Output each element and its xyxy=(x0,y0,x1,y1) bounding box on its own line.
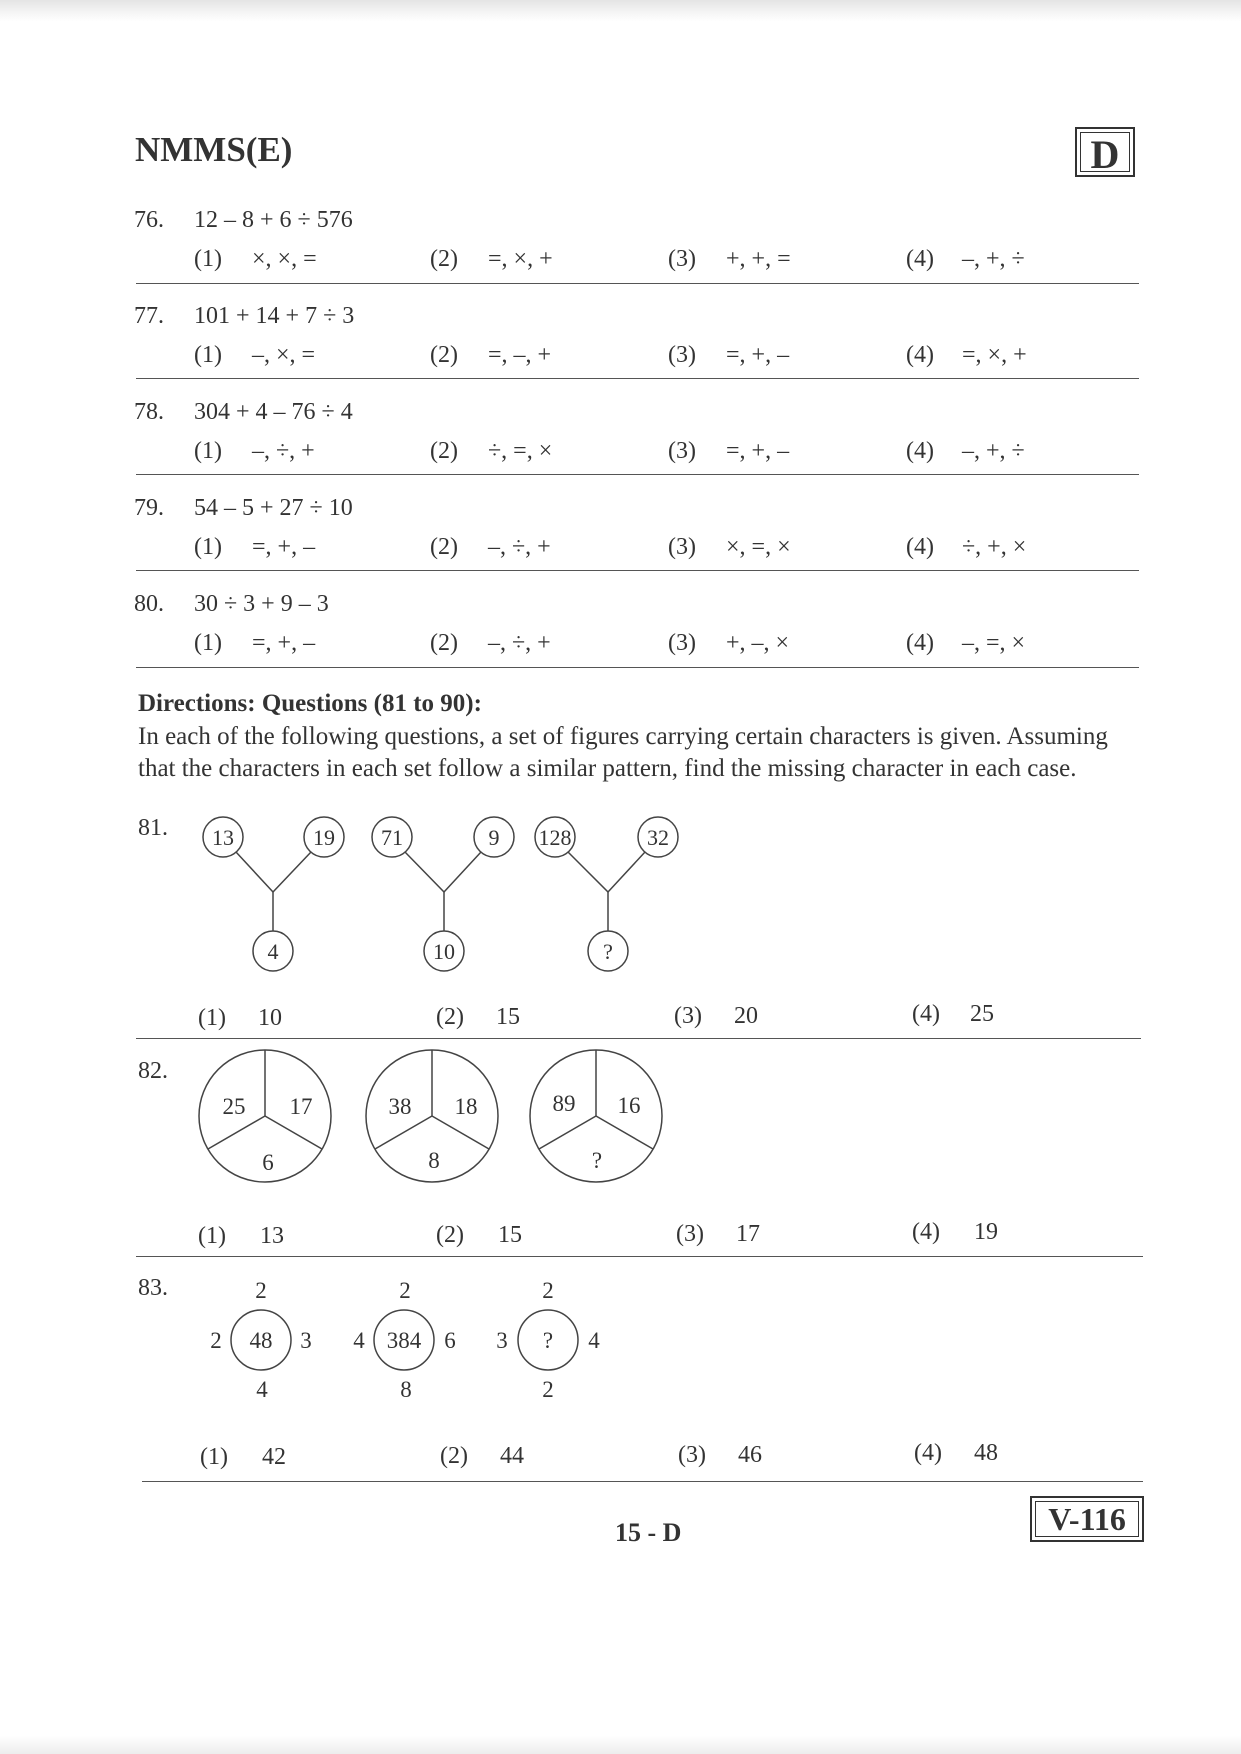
q82-option-4-value: 19 xyxy=(974,1219,998,1245)
q83-option-2-value: 44 xyxy=(500,1443,524,1469)
q80-option-1-value: =, +, – xyxy=(252,630,316,656)
q83-fig-1-left: 2 xyxy=(210,1328,222,1353)
q81-option-3-value: 20 xyxy=(734,1003,758,1029)
q77-option-1-value: –, ×, = xyxy=(252,342,316,368)
q81-fig-2-bottom: 10 xyxy=(433,939,455,964)
q83-fig-2-left: 4 xyxy=(353,1328,365,1353)
q81-fig-3 xyxy=(535,817,678,971)
q83-fig-1 xyxy=(210,1278,312,1402)
directions-text-line-1: In each of the following questions, a set of figures carrying certain characters is given. Assuming xyxy=(138,723,1108,750)
divider xyxy=(142,1481,1143,1482)
q82-fig-1-right: 17 xyxy=(289,1094,313,1119)
directions-text-line-2: that the characters in each set follow a similar pattern, find the missing character in each case. xyxy=(138,755,1077,782)
q82-figure xyxy=(196,1047,676,1187)
q80-option-4-label: (4) xyxy=(906,630,934,656)
q83-fig-2-right: 6 xyxy=(444,1328,456,1353)
set-code-box xyxy=(1075,127,1135,177)
divider xyxy=(136,1256,1143,1257)
divider xyxy=(136,1038,1141,1039)
q83-fig-3-center: ? xyxy=(542,1328,554,1353)
q82-fig-3-bottom: ? xyxy=(591,1148,603,1173)
q83-fig-3-bottom: 2 xyxy=(542,1377,554,1402)
q76-option-3-value: +, +, = xyxy=(726,246,791,272)
q81-fig-3-left: 128 xyxy=(538,825,572,850)
question-77-number: 77. xyxy=(134,303,164,329)
question-79-expression: 54 – 5 + 27 ÷ 10 xyxy=(194,495,353,521)
q83-figure xyxy=(200,1270,620,1406)
q81-fig-3-bottom: ? xyxy=(603,939,613,964)
divider xyxy=(136,378,1139,379)
q80-option-3-value: +, –, × xyxy=(726,630,790,656)
q82-fig-3-right: 16 xyxy=(617,1093,641,1118)
q81-option-4-value: 25 xyxy=(970,1001,994,1027)
q82-option-2-label: (2) xyxy=(436,1222,464,1248)
q81-fig-1-bottom: 4 xyxy=(267,939,279,964)
q83-fig-1-bottom: 4 xyxy=(256,1377,268,1402)
question-79-number: 79. xyxy=(134,495,164,521)
q82-option-3-value: 17 xyxy=(736,1221,760,1247)
divider xyxy=(136,283,1139,284)
paper-code: V-116 xyxy=(1048,1501,1126,1537)
q79-option-2-label: (2) xyxy=(430,534,458,560)
q76-option-2-value: =, ×, + xyxy=(488,246,553,272)
q78-option-3-label: (3) xyxy=(668,438,696,464)
q81-option-1-label: (1) xyxy=(198,1005,226,1031)
q76-option-1-label: (1) xyxy=(194,246,222,272)
q80-option-2-label: (2) xyxy=(430,630,458,656)
q82-fig-2-right: 18 xyxy=(454,1094,478,1119)
q77-option-4-label: (4) xyxy=(906,342,934,368)
q81-fig-1 xyxy=(203,817,344,971)
q81-option-2-label: (2) xyxy=(436,1004,464,1030)
q81-fig-2-right: 9 xyxy=(488,825,500,850)
q83-fig-2-top: 2 xyxy=(399,1278,411,1303)
q83-fig-2-center: 384 xyxy=(386,1328,422,1353)
question-81-number: 81. xyxy=(138,815,168,841)
q82-option-2-value: 15 xyxy=(498,1222,522,1248)
q83-option-2-label: (2) xyxy=(440,1443,468,1469)
question-83-number: 83. xyxy=(138,1275,168,1301)
directions-title: Directions: Questions (81 to 90): xyxy=(138,690,482,717)
q78-option-2-label: (2) xyxy=(430,438,458,464)
q83-option-4-label: (4) xyxy=(914,1440,942,1466)
q76-option-1-value: ×, ×, = xyxy=(252,246,317,272)
q83-fig-2-bottom: 8 xyxy=(400,1377,412,1402)
q83-fig-2 xyxy=(353,1278,456,1402)
q81-fig-2-left: 71 xyxy=(381,825,403,850)
q78-option-4-label: (4) xyxy=(906,438,934,464)
q83-fig-3-left: 3 xyxy=(496,1328,508,1353)
q83-fig-1-top: 2 xyxy=(255,1278,267,1303)
q82-fig-3-left: 89 xyxy=(552,1091,576,1116)
q78-option-2-value: ÷, =, × xyxy=(488,438,553,464)
q83-option-3-label: (3) xyxy=(678,1442,706,1468)
q82-option-1-value: 13 xyxy=(260,1223,284,1249)
divider xyxy=(136,474,1139,475)
scan-shadow-top xyxy=(0,0,1241,22)
q77-option-3-value: =, +, – xyxy=(726,342,790,368)
q83-option-4-value: 48 xyxy=(974,1440,998,1466)
q81-option-2-value: 15 xyxy=(496,1004,520,1030)
q81-fig-3-right: 32 xyxy=(647,825,669,850)
question-76-number: 76. xyxy=(134,207,164,233)
q79-option-1-value: =, +, – xyxy=(252,534,316,560)
q81-fig-2 xyxy=(372,817,514,971)
q77-option-4-value: =, ×, + xyxy=(962,342,1027,368)
q83-fig-1-right: 3 xyxy=(300,1328,312,1353)
q82-option-4-label: (4) xyxy=(912,1219,940,1245)
q81-fig-1-left: 13 xyxy=(212,825,234,850)
q83-option-1-value: 42 xyxy=(262,1444,286,1470)
q77-option-2-value: =, –, + xyxy=(488,342,552,368)
set-code: D xyxy=(1090,132,1120,177)
q83-option-3-value: 46 xyxy=(738,1442,762,1468)
q78-option-1-value: –, ÷, + xyxy=(252,438,315,464)
q76-option-3-label: (3) xyxy=(668,246,696,272)
q80-option-3-label: (3) xyxy=(668,630,696,656)
exam-title: NMMS(E) xyxy=(135,130,293,169)
question-80-expression: 30 ÷ 3 + 9 – 3 xyxy=(194,591,329,617)
question-80-number: 80. xyxy=(134,591,164,617)
q82-fig-1-bottom: 6 xyxy=(262,1150,274,1175)
paper-code-box xyxy=(1030,1496,1144,1542)
q79-option-3-value: ×, =, × xyxy=(726,534,791,560)
q80-option-1-label: (1) xyxy=(194,630,222,656)
q83-fig-3 xyxy=(496,1278,600,1402)
q82-option-3-label: (3) xyxy=(676,1221,704,1247)
q83-fig-3-top: 2 xyxy=(542,1278,554,1303)
q77-option-2-label: (2) xyxy=(430,342,458,368)
q76-option-4-value: –, +, ÷ xyxy=(962,246,1025,272)
q82-fig-2-left: 38 xyxy=(388,1094,412,1119)
q79-option-4-label: (4) xyxy=(906,534,934,560)
q81-fig-1-right: 19 xyxy=(313,825,335,850)
question-76-expression: 12 – 8 + 6 ÷ 576 xyxy=(194,207,353,233)
question-82-number: 82. xyxy=(138,1058,168,1084)
q78-option-1-label: (1) xyxy=(194,438,222,464)
q76-option-2-label: (2) xyxy=(430,246,458,272)
divider xyxy=(136,570,1139,571)
q78-option-3-value: =, +, – xyxy=(726,438,790,464)
q82-option-1-label: (1) xyxy=(198,1223,226,1249)
q77-option-1-label: (1) xyxy=(194,342,222,368)
question-77-expression: 101 + 14 + 7 ÷ 3 xyxy=(194,303,355,329)
question-78-number: 78. xyxy=(134,399,164,425)
q81-option-3-label: (3) xyxy=(674,1003,702,1029)
q80-option-4-value: –, =, × xyxy=(962,630,1026,656)
q81-option-1-value: 10 xyxy=(258,1005,282,1031)
question-78-expression: 304 + 4 – 76 ÷ 4 xyxy=(194,399,353,425)
q83-fig-3-right: 4 xyxy=(588,1328,600,1353)
q83-option-1-label: (1) xyxy=(200,1444,228,1470)
q82-fig-2 xyxy=(366,1050,498,1182)
q82-fig-2-bottom: 8 xyxy=(428,1148,440,1173)
page-number: 15 - D xyxy=(615,1518,682,1547)
q77-option-3-label: (3) xyxy=(668,342,696,368)
q81-option-4-label: (4) xyxy=(912,1001,940,1027)
divider xyxy=(136,667,1139,668)
q79-option-4-value: ÷, +, × xyxy=(962,534,1027,560)
q83-fig-1-center: 48 xyxy=(249,1328,273,1353)
q81-figure xyxy=(190,805,710,980)
q82-fig-1 xyxy=(199,1050,331,1182)
q82-fig-3 xyxy=(530,1050,662,1182)
q79-option-3-label: (3) xyxy=(668,534,696,560)
q82-fig-1-left: 25 xyxy=(222,1094,246,1119)
q79-option-1-label: (1) xyxy=(194,534,222,560)
scan-shadow-bottom xyxy=(0,1736,1241,1754)
q78-option-4-value: –, +, ÷ xyxy=(962,438,1025,464)
q76-option-4-label: (4) xyxy=(906,246,934,272)
q80-option-2-value: –, ÷, + xyxy=(488,630,551,656)
q79-option-2-value: –, ÷, + xyxy=(488,534,551,560)
